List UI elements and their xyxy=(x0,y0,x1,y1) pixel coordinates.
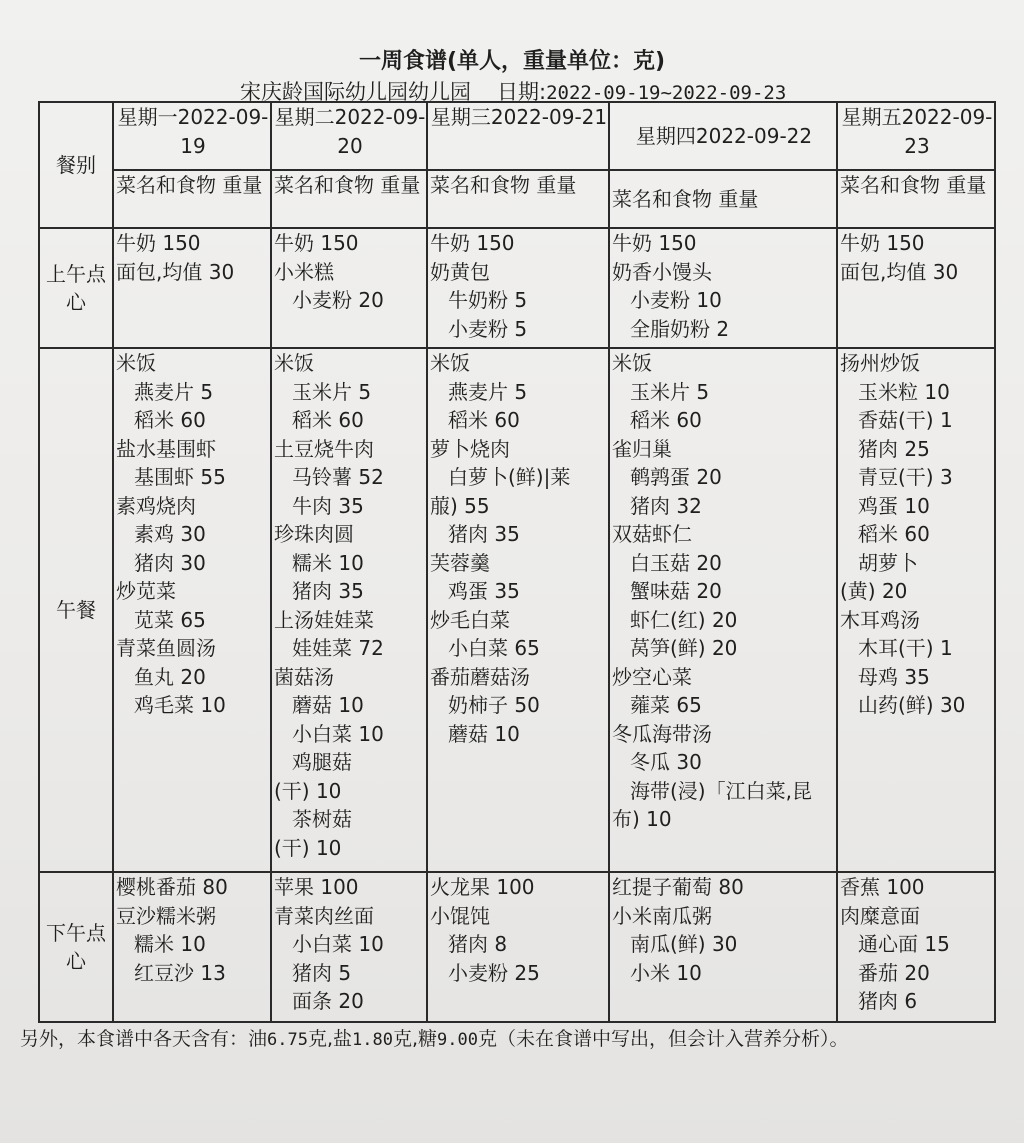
dish-line: 米饭 xyxy=(116,351,156,375)
ingredient-line: 蘑菇 10 xyxy=(292,693,364,717)
footnote-suffix: 克（未在食谱中写出，但会计入营养分析）。 xyxy=(477,1028,849,1050)
ingredient-line: 番茄 20 xyxy=(858,960,930,985)
dish-line: 炒毛白菜 xyxy=(430,607,510,632)
dish-cell xyxy=(427,348,609,872)
ingredient-line: 小白菜 10 xyxy=(292,932,384,956)
dish-line: 米饭 xyxy=(430,351,470,375)
dish-cell xyxy=(837,348,995,872)
dish-cell xyxy=(837,228,995,348)
dish-cell xyxy=(837,872,995,1022)
dish-cell xyxy=(427,228,609,348)
dish-line: 牛奶 150 xyxy=(430,231,515,255)
dish-cell xyxy=(609,872,837,1022)
ingredient-line: 虾仁(红) 20 xyxy=(630,607,738,632)
ingredient-line: 稻米 60 xyxy=(858,522,930,546)
ingredient-line: 牛奶粉 5 xyxy=(448,288,528,312)
dish-line: 肉糜意面 xyxy=(840,903,920,928)
dish-line: 面包,均值 30 xyxy=(116,259,235,284)
dish-line: 素鸡烧肉 xyxy=(116,493,196,518)
ingredient-line: 小麦粉 20 xyxy=(292,288,384,312)
day-header-row xyxy=(39,102,995,170)
day-header-thu: 星期四2022-09-22 xyxy=(609,102,837,170)
dish-line: 小米糕 xyxy=(274,259,334,284)
sugar-amount: 9.00 xyxy=(437,1030,478,1050)
ingredient-line: 蟹味菇 20 xyxy=(630,579,722,603)
dish-line: 米饭 xyxy=(612,351,652,375)
dish-line: 牛奶 150 xyxy=(116,231,201,255)
dish-line: 扬州炒饭 xyxy=(840,351,920,375)
dish-line: 木耳鸡汤 xyxy=(840,607,920,632)
dish-line: 火龙果 100 xyxy=(430,875,535,899)
dish-line: 雀归巢 xyxy=(612,436,672,461)
dish-line: 菔) 55 xyxy=(430,493,490,518)
day-header-mon: 星期一2022-09-19 xyxy=(113,102,271,170)
ingredient-line: 鱼丸 20 xyxy=(134,664,206,689)
date-range: 2022-09-19~2022-09-23 xyxy=(546,82,787,104)
ingredient-line: 木耳(干) 1 xyxy=(858,636,953,660)
dish-line: 土豆烧牛肉 xyxy=(274,436,374,461)
ingredient-line: 娃娃菜 72 xyxy=(292,636,384,660)
menu-title: 一周食谱(单人，重量单位：克) xyxy=(358,49,666,74)
ingredient-line: 香菇(干) 1 xyxy=(858,408,953,432)
sugar-label: 克,糖 xyxy=(392,1028,438,1050)
subheader-row xyxy=(39,170,995,228)
meal-name-morning: 上午点心 xyxy=(39,228,113,348)
dish-line: 小馄饨 xyxy=(430,903,490,928)
ingredient-line: 糯米 10 xyxy=(292,550,364,575)
ingredient-line: 马铃薯 52 xyxy=(292,465,384,489)
dish-line: 珍珠肉圆 xyxy=(274,522,354,546)
ingredient-line: 玉米片 5 xyxy=(292,379,372,404)
dish-line: 苹果 100 xyxy=(274,875,359,899)
ingredient-line: 小米 10 xyxy=(630,960,702,985)
day-header-tue: 星期二2022-09-20 xyxy=(271,102,427,170)
dish-line: 番茄蘑菇汤 xyxy=(430,664,530,689)
dish-line: 小米南瓜粥 xyxy=(612,903,712,928)
dish-cell xyxy=(271,348,427,872)
dish-line: (干) 10 xyxy=(274,835,342,860)
ingredient-line: 稻米 60 xyxy=(292,408,364,432)
ingredient-line: 鸡蛋 35 xyxy=(448,579,520,603)
dish-line: 炒苋菜 xyxy=(116,579,176,603)
date-label: 日期: xyxy=(497,80,547,104)
meal-row-morning xyxy=(39,228,995,348)
dish-line: 青菜肉丝面 xyxy=(274,903,374,928)
ingredient-line: 小麦粉 25 xyxy=(448,960,540,985)
dish-line: 面包,均值 30 xyxy=(840,259,959,284)
salt-label: 克,盐 xyxy=(307,1028,353,1050)
school-name: 宋庆龄国际幼儿园幼儿园 xyxy=(240,80,471,104)
dish-line: 冬瓜海带汤 xyxy=(612,721,712,746)
dish-cell xyxy=(113,228,271,348)
salt-amount: 1.80 xyxy=(352,1030,393,1050)
dish-line: 豆沙糯米粥 xyxy=(116,903,216,928)
ingredient-line: 白萝卜(鲜)|莱 xyxy=(448,465,571,489)
dish-line: 红提子葡萄 80 xyxy=(612,875,744,899)
meal-name-lunch: 午餐 xyxy=(39,348,113,872)
ingredient-line: 全脂奶粉 2 xyxy=(630,316,730,341)
ingredient-line: 玉米片 5 xyxy=(630,379,710,404)
dish-line: (干) 10 xyxy=(274,778,342,803)
ingredient-line: 鸡蛋 10 xyxy=(858,493,930,518)
ingredient-line: 稻米 60 xyxy=(630,408,702,432)
meal-column-header: 餐别 xyxy=(39,102,113,228)
ingredient-line: 猪肉 35 xyxy=(448,522,520,546)
day-header-wed: 星期三2022-09-21 xyxy=(427,102,609,170)
dish-line: 牛奶 150 xyxy=(612,231,697,255)
dish-cell xyxy=(427,872,609,1022)
ingredient-line: 玉米粒 10 xyxy=(858,379,950,404)
ingredient-line: 莴笋(鲜) 20 xyxy=(630,636,738,660)
ingredient-line: 稻米 60 xyxy=(448,408,520,432)
dish-line: 牛奶 150 xyxy=(840,231,925,255)
dish-line: 盐水基围虾 xyxy=(116,436,216,461)
ingredient-line: 茶树菇 xyxy=(292,807,352,831)
meal-row-lunch xyxy=(39,348,995,872)
dish-cell xyxy=(113,348,271,872)
ingredient-line: 猪肉 35 xyxy=(292,579,364,603)
dish-line: 青菜鱼圆汤 xyxy=(116,636,216,660)
ingredient-line: 通心面 15 xyxy=(858,932,950,956)
subheader-tue: 菜名和食物 重量 xyxy=(271,170,427,228)
dish-line: 双菇虾仁 xyxy=(612,522,692,546)
ingredient-line: 小麦粉 5 xyxy=(448,316,528,341)
ingredient-line: 燕麦片 5 xyxy=(134,379,214,404)
ingredient-line: 鸡毛菜 10 xyxy=(134,693,226,717)
day-header-fri: 星期五2022-09-23 xyxy=(837,102,995,170)
oil-amount: 6.75 xyxy=(267,1030,308,1050)
ingredient-line: 燕麦片 5 xyxy=(448,379,528,404)
dish-line: 炒空心菜 xyxy=(612,664,692,689)
subheader-thu: 菜名和食物 重量 xyxy=(609,170,837,228)
subheader-fri: 菜名和食物 重量 xyxy=(837,170,995,228)
ingredient-line: 猪肉 6 xyxy=(858,989,918,1013)
ingredient-line: 母鸡 35 xyxy=(858,664,930,689)
ingredient-line: 猪肉 8 xyxy=(448,932,508,956)
ingredient-line: 猪肉 25 xyxy=(858,436,930,461)
dish-line: 芙蓉羹 xyxy=(430,550,490,575)
ingredient-line: 鹌鹑蛋 20 xyxy=(630,465,722,489)
ingredient-line: 奶柿子 50 xyxy=(448,693,540,717)
ingredient-line: 糯米 10 xyxy=(134,932,206,956)
dish-line: 菌菇汤 xyxy=(274,664,334,689)
ingredient-line: 蘑菇 10 xyxy=(448,721,520,746)
ingredient-line: 小白菜 10 xyxy=(292,721,384,746)
ingredient-line: 冬瓜 30 xyxy=(630,750,702,774)
dish-line: 牛奶 150 xyxy=(274,231,359,255)
meal-row-afternoon xyxy=(39,872,995,1022)
ingredient-line: 苋菜 65 xyxy=(134,607,206,632)
ingredient-line: 海带(浸)「江白菜,昆 xyxy=(630,778,812,803)
dish-line: 樱桃番茄 80 xyxy=(116,875,228,899)
dish-cell xyxy=(113,872,271,1022)
ingredient-line: 面条 20 xyxy=(292,989,364,1013)
ingredient-line: 山药(鲜) 30 xyxy=(858,693,966,717)
subheader-mon: 菜名和食物 重量 xyxy=(113,170,271,228)
dish-line: 布) 10 xyxy=(612,807,672,831)
ingredient-line: 小麦粉 10 xyxy=(630,288,722,312)
ingredient-line: 猪肉 32 xyxy=(630,493,702,518)
meal-name-afternoon: 下午点心 xyxy=(39,872,113,1022)
ingredient-line: 蕹菜 65 xyxy=(630,693,702,717)
ingredient-line: 鸡腿菇 xyxy=(292,750,352,774)
footnote-prefix: 另外，本食谱中各天含有：油 xyxy=(20,1028,268,1050)
ingredient-line: 白玉菇 20 xyxy=(630,550,722,575)
ingredient-line: 小白菜 65 xyxy=(448,636,540,660)
dish-line: 上汤娃娃菜 xyxy=(274,607,374,632)
dish-line: 奶香小馒头 xyxy=(612,259,712,284)
ingredient-line: 素鸡 30 xyxy=(134,522,206,546)
ingredient-line: 红豆沙 13 xyxy=(134,960,226,985)
menu-table xyxy=(38,101,996,1023)
ingredient-line: 牛肉 35 xyxy=(292,493,364,518)
dish-line: 香蕉 100 xyxy=(840,875,925,899)
ingredient-line: 青豆(干) 3 xyxy=(858,465,953,489)
ingredient-line: 基围虾 55 xyxy=(134,465,226,489)
dish-cell xyxy=(271,228,427,348)
dish-cell xyxy=(609,348,837,872)
ingredient-line: 南瓜(鲜) 30 xyxy=(630,932,738,956)
subheader-wed: 菜名和食物 重量 xyxy=(427,170,609,228)
ingredient-line: 稻米 60 xyxy=(134,408,206,432)
ingredient-line: 猪肉 5 xyxy=(292,960,352,985)
ingredient-line: 胡萝卜 xyxy=(858,550,918,575)
dish-line: 米饭 xyxy=(274,351,314,375)
ingredient-line: 猪肉 30 xyxy=(134,550,206,575)
nutrition-footnote xyxy=(20,1024,848,1051)
dish-cell xyxy=(609,228,837,348)
dish-line: 奶黄包 xyxy=(430,259,490,284)
dish-line: (黄) 20 xyxy=(840,579,908,603)
dish-cell xyxy=(271,872,427,1022)
dish-line: 萝卜烧肉 xyxy=(430,436,510,461)
